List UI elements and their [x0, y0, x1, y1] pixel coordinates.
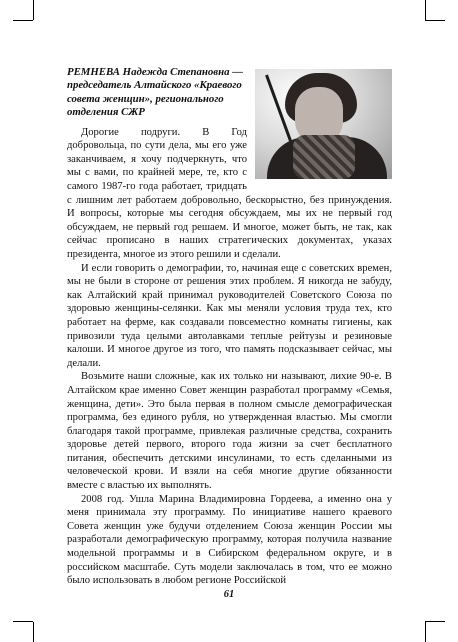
crop-mark: [425, 622, 426, 642]
article-body: [67, 66, 392, 588]
crop-mark: [33, 622, 34, 642]
crop-mark: [13, 621, 33, 622]
paragraph: Дорогие подруги. В Год добровольца, по сути дела, мы его уже заканчиваем, я хочу подчеркнуть, что мы с вами, по крайней мере, те, кто с самого 1987-го года работает, тридцать с лишним лет работаем добровольно, бескорыстно, без принуждения. И вопросы, которые мы сегодня обсуждаем, мы их не первый год обсуждаем, не первый год решаем. И многое, может быть, не так, как сейчас прописано в наших стратегических документах, указах президента, многое из этого решили и сделали.: [67, 126, 392, 260]
crop-mark: [33, 0, 34, 20]
paragraph: 2008 год. Ушла Марина Владимировна Гордеева, а именно она у меня принимала эту программу. По инициативе нашего краевого Совета женщин уже будучи отделением Союза женщин России мы разработали демографическую программу, которая получила название модельной программы и в Сибирском федеральном округе, и в российском масштабе. Суть модели заключалась в том, что ее можно было использовать в любом регионе Российской: [67, 493, 392, 587]
paragraph: И если говорить о демографии, то, начиная еще с советских времен, мы не были в стороне от решения этих проблем. Я никогда не забуду, как Алтайский край принимал руководителей Советского Союза по здоровью женщины-селянки. Как мы меняли условия труда тех, кто работает на ферме, как создавали повсеместно комнаты гигиены, как привозили туда целыми автолавками теплые рейтузы и резиновые калоши. И многое другое из того, что память подсказывает сейчас, мы делали.: [67, 262, 392, 369]
crop-mark: [425, 20, 445, 21]
paragraph: Возьмите наши сложные, как их только ни называют, лихие 90-е. В Алтайском крае именно Совет женщин разработал программу «Семья, женщина, дети». Это была первая в полном смысле демографическая программа, без единого рубля, но утвержденная властью. Мы смогли благодаря такой программе, привлекая различные средства, сохранить здоровье детей первого, второго года жизни за счет бесплатного питания, обеспечить детскими инсулинами, то есть сделанными из человеческой крови. И взяли на себя многие другие обязанности вместе с властью их выполнять.: [67, 371, 392, 492]
crop-mark: [13, 20, 33, 21]
portrait-photo: [255, 69, 392, 179]
crop-mark: [425, 0, 426, 20]
crop-mark: [425, 621, 445, 622]
speaker-title: РЕМНЕВА Надежда Степановна — председатель Алтайского «Краевого совета женщин», регионального отделения СЖР: [67, 66, 244, 119]
page-number: 61: [223, 589, 235, 600]
